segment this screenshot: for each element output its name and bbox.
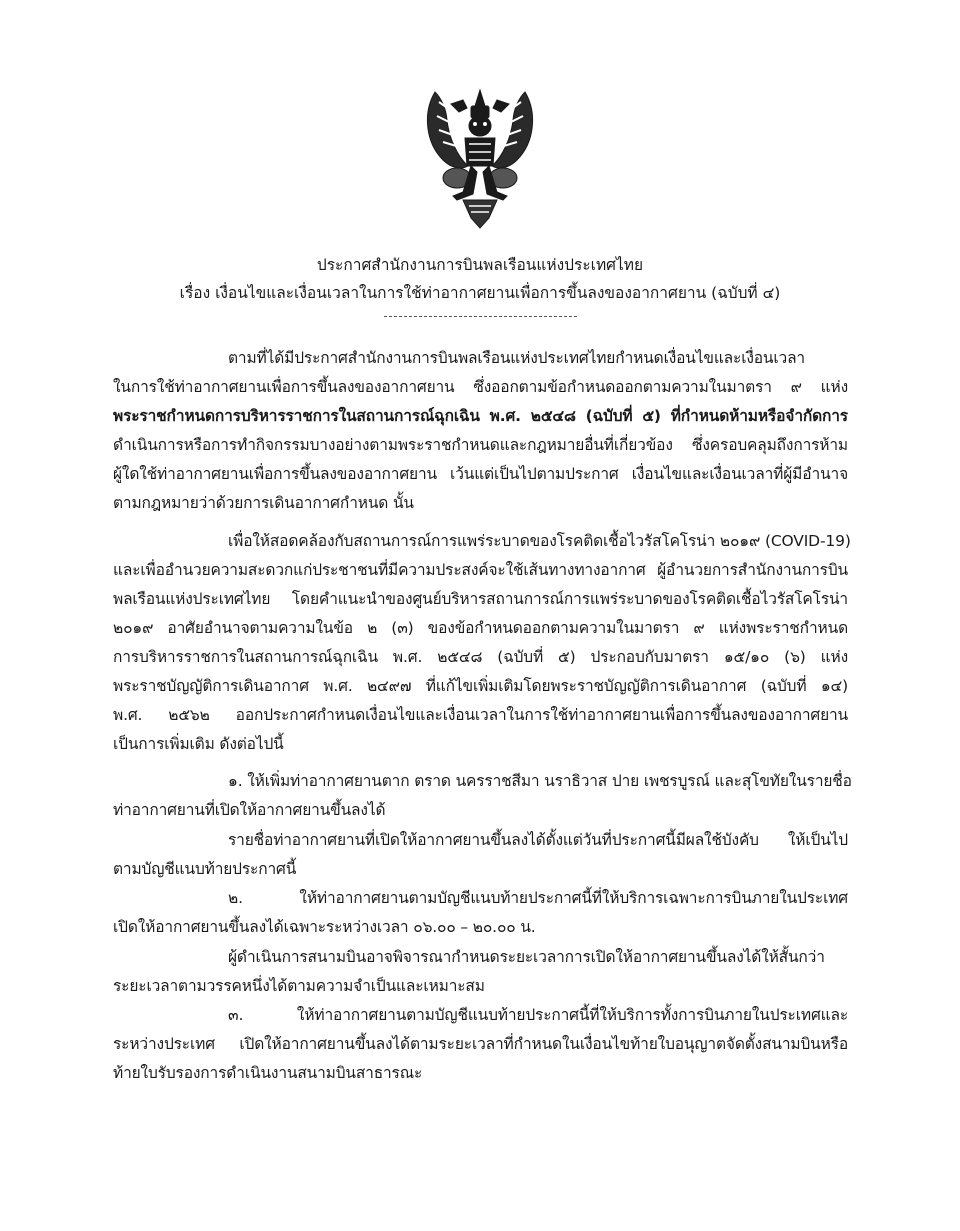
paragraph-line: พระราชบัญญัติการเดินอากาศ พ.ศ. ๒๔๙๗ ที่แก้ไขเพิ่มเติมโดยพระราชบัญญัติการเดินอากาศ (ฉบับที่ ๑๔) [113, 677, 848, 695]
paragraph-line: ผู้ใดใช้ท่าอากาศยานเพื่อการขึ้นลงของอากาศยาน เว้นแต่เป็นไปตามประกาศ เงื่อนไขและเงื่อนเวลาที่ผู้มีอำนาจ [113, 465, 848, 483]
paragraph-line: ตามกฎหมายว่าด้วยการเดินอากาศกำหนด นั้น [113, 494, 414, 512]
paragraph-line: ดำเนินการหรือการทำกิจกรรมบางอย่างตามพระราชกำหนดและกฎหมายอื่นที่เกี่ยวข้อง ซึ่งครอบคลุมถึงการห้าม [113, 436, 848, 454]
clause-line: ตามบัญชีแนบท้ายประกาศนี้ [113, 860, 297, 878]
paragraph-line: การบริหารราชการในสถานการณ์ฉุกเฉิน พ.ศ. ๒๕๔๘ (ฉบับที่ ๕) ประกอบกับมาตรา ๑๕/๑๐ (๖) แห่ง [113, 648, 848, 666]
paragraph-line: และเพื่ออำนวยความสะดวกแก่ประชาชนที่มีความประสงค์จะใช้เส้นทางทางอากาศ ผู้อำนวยการสำนักงานการบิน [113, 561, 848, 579]
clause-line: ระยะเวลาตามวรรคหนึ่งได้ตามความจำเป็นและเหมาะสม [113, 977, 485, 995]
announcement-title: ประกาศสำนักงานการบินพลเรือนแห่งประเทศไทย [316, 256, 644, 274]
paragraph-line: ในการใช้ท่าอากาศยานเพื่อการขึ้นลงของอากาศยาน ซึ่งออกตามข้อกำหนดออกตามความในมาตรา ๙ แห่ง [113, 378, 848, 396]
paragraph-line: เพื่อให้สอดคล้องกับสถานการณ์การแพร่ระบาดของโรคติดเชื้อไวรัสโคโรน่า ๒๐๑๙ (COVID-19) [228, 532, 851, 550]
clause-line: ๒. ให้ท่าอากาศยานตามบัญชีแนบท้ายประกาศนี้ที่ให้บริการเฉพาะการบินภายในประเทศ [228, 889, 848, 907]
clause-line: ระหว่างประเทศ เปิดให้อากาศยานขึ้นลงได้ตามระยะเวลาที่กำหนดในเงื่อนไขท้ายใบอนุญาตจัดตั้งสนามบินหรือ [113, 1035, 848, 1053]
paragraph-line: พ.ศ. ๒๕๖๒ ออกประกาศกำหนดเงื่อนไขและเงื่อนเวลาในการใช้ท่าอากาศยานเพื่อการขึ้นลงของอากาศยาน [113, 706, 848, 724]
announcement-subject: เรื่อง เงื่อนไขและเงื่อนเวลาในการใช้ท่าอากาศยานเพื่อการขึ้นลงของอากาศยาน (ฉบับที่ ๔) [179, 284, 781, 302]
clause-line: ท่าอากาศยานที่เปิดให้อากาศยานขึ้นลงได้ [113, 801, 386, 819]
paragraph-line: พระราชกำหนดการบริหารราชการในสถานการณ์ฉุกเฉิน พ.ศ. ๒๕๔๘ (ฉบับที่ ๕) ที่กำหนดห้ามหรือจำกัดการ [113, 407, 848, 425]
title-divider [384, 316, 577, 317]
garuda-emblem-icon [413, 82, 547, 230]
clause-line: ผู้ดำเนินการสนามบินอาจพิจารณากำหนดระยะเวลาการเปิดให้อากาศยานขึ้นลงได้ให้สั้นกว่า [228, 948, 825, 966]
paragraph-line: พลเรือนแห่งประเทศไทย โดยคำแนะนำของศูนย์บริหารสถานการณ์การแพร่ระบาดของโรคติดเชื้อไวรัสโคโรน่า [113, 590, 848, 608]
paragraph-line: ๒๐๑๙ อาศัยอำนาจตามความในข้อ ๒ (๓) ของข้อกำหนดออกตามความในมาตรา ๙ แห่งพระราชกำหนด [113, 619, 848, 637]
paragraph-line: เป็นการเพิ่มเติม ดังต่อไปนี้ [113, 735, 284, 753]
clause-line: ๓. ให้ท่าอากาศยานตามบัญชีแนบท้ายประกาศนี้ที่ให้บริการทั้งการบินภายในประเทศและ [228, 1006, 848, 1024]
paragraph-line: ตามที่ได้มีประกาศสำนักงานการบินพลเรือนแห่งประเทศไทยกำหนดเงื่อนไขและเงื่อนเวลา [228, 349, 805, 367]
clause-line: เปิดให้อากาศยานขึ้นลงได้เฉพาะระหว่างเวลา ๐๖.๐๐ – ๒๐.๐๐ น. [113, 918, 536, 936]
clause-line: รายชื่อท่าอากาศยานที่เปิดให้อากาศยานขึ้นลงได้ตั้งแต่วันที่ประกาศนี้มีผลใช้บังคับ ให้เป็นไป [228, 831, 848, 849]
clause-line: ๑. ให้เพิ่มท่าอากาศยานตาก ตราด นครราชสีมา นราธิวาส ปาย เพชรบูรณ์ และสุโขทัยในรายชื่อ [228, 772, 852, 790]
clause-line: ท้ายใบรับรองการดำเนินงานสนามบินสาธารณะ [113, 1064, 423, 1082]
